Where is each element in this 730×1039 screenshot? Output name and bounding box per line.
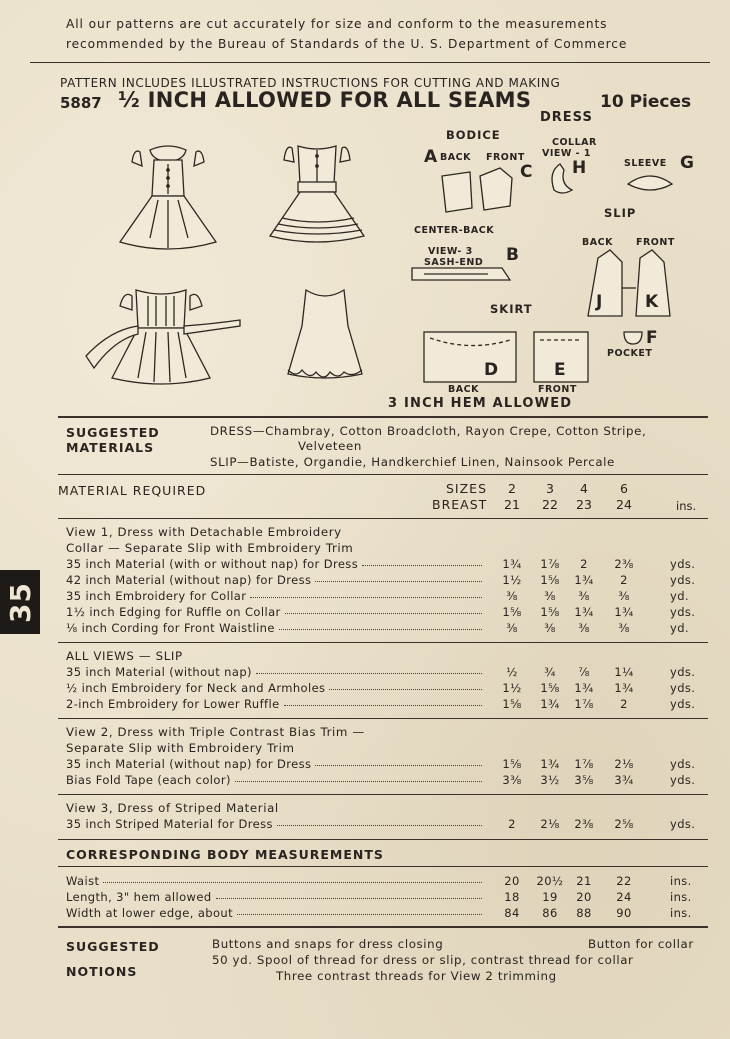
row-description: Length, 3" hem allowed — [66, 890, 212, 904]
row-leader-dots — [362, 565, 482, 566]
row-value: 2⅛ — [540, 817, 560, 831]
row-value: 2 — [620, 573, 628, 587]
pattern-number: 5887 — [60, 94, 102, 112]
row-value: 2⅛ — [614, 757, 634, 771]
row-leader-dots — [284, 705, 482, 706]
piece-letter-e: E — [554, 360, 566, 380]
row-description: 35 inch Embroidery for Collar — [66, 589, 247, 603]
material-row — [66, 589, 706, 605]
slip-fabrics: SLIP—Batiste, Organdie, Handkerchief Linen, Nainsook Percale — [210, 455, 615, 469]
material-row — [66, 573, 706, 589]
row-unit: yds. — [670, 681, 696, 695]
row-value: 88 — [576, 906, 592, 920]
row-description: 35 inch Material (without nap) for Dress — [66, 757, 312, 771]
collar-label: COLLAR — [552, 137, 597, 148]
row-description: ½ inch Embroidery for Neck and Armholes — [66, 681, 326, 695]
material-row — [66, 605, 706, 621]
size-header: 6 — [620, 481, 628, 496]
row-unit: yds. — [670, 757, 696, 771]
breast-label: BREAST — [432, 497, 488, 512]
row-value: 1¼ — [614, 665, 634, 679]
row-value: 1¾ — [574, 605, 594, 619]
row-leader-dots — [279, 629, 482, 630]
row-unit: yds. — [670, 557, 696, 571]
material-row — [66, 773, 706, 789]
row-value: 1⅝ — [502, 757, 522, 771]
row-value: 1⅝ — [540, 573, 560, 587]
row-value: 18 — [504, 890, 520, 904]
row-description: Bias Fold Tape (each color) — [66, 773, 231, 787]
row-value: 24 — [616, 890, 632, 904]
row-value: 2⅜ — [574, 817, 594, 831]
section-divider — [58, 718, 708, 719]
hem-allowance: 3 INCH HEM ALLOWED — [388, 396, 573, 411]
section-title: View 3, Dress of Striped Material — [66, 801, 279, 815]
piece-letter-c: C — [520, 162, 533, 182]
row-value: 3½ — [540, 773, 560, 787]
row-value: ⅜ — [506, 621, 518, 635]
piece-letter-k: K — [645, 292, 659, 312]
row-unit: yds. — [670, 573, 696, 587]
row-value: 20 — [504, 874, 520, 888]
row-unit: yds. — [670, 773, 696, 787]
row-value: 2⅜ — [614, 557, 634, 571]
collar-view-label: VIEW - 1 — [542, 148, 592, 159]
row-unit: yds. — [670, 665, 696, 679]
sash-view-label: VIEW- 3 — [428, 246, 473, 257]
seam-allowance: ½ INCH ALLOWED FOR ALL SEAMS — [118, 88, 532, 112]
row-value: 21 — [576, 874, 592, 888]
page-number-tab — [0, 570, 40, 634]
row-value: 22 — [616, 874, 632, 888]
breast-header: 22 — [542, 497, 558, 512]
row-value: 90 — [616, 906, 632, 920]
row-unit: ins. — [670, 890, 692, 904]
notions-closing: Buttons and snaps for dress closing — [212, 937, 444, 951]
material-row — [66, 757, 706, 773]
row-value: ⅜ — [544, 589, 556, 603]
body-measurement-row — [66, 890, 706, 906]
row-value: 2 — [508, 817, 516, 831]
row-leader-dots — [256, 673, 482, 674]
skirt-front-label: FRONT — [538, 384, 577, 395]
piece-letter-b: B — [506, 245, 519, 265]
row-value: 1⅞ — [540, 557, 560, 571]
row-leader-dots — [237, 914, 482, 915]
row-value: 2 — [620, 697, 628, 711]
row-description: 35 inch Striped Material for Dress — [66, 817, 273, 831]
material-row — [66, 681, 706, 697]
section-divider — [58, 474, 708, 475]
notions-thread: 50 yd. Spool of thread for dress or slip, contrast thread for collar — [212, 953, 634, 967]
row-value: 1¾ — [614, 605, 634, 619]
piece-letter-g: G — [680, 153, 694, 173]
row-value: 3⅝ — [574, 773, 594, 787]
row-leader-dots — [315, 765, 482, 766]
row-value: 2⅝ — [614, 817, 634, 831]
skirt-label: SKIRT — [490, 302, 533, 316]
row-value: ⅜ — [578, 589, 590, 603]
section-divider — [58, 518, 708, 519]
row-value: 84 — [504, 906, 520, 920]
row-leader-dots — [285, 613, 482, 614]
piece-letter-h: H — [572, 158, 587, 178]
section-divider — [58, 416, 708, 418]
row-leader-dots — [216, 898, 482, 899]
center-back-label: CENTER-BACK — [414, 225, 495, 236]
slip-label: SLIP — [604, 206, 637, 220]
row-unit: yd. — [670, 621, 689, 635]
row-description: Width at lower edge, about — [66, 906, 234, 920]
row-value: 1¾ — [540, 697, 560, 711]
row-unit: ins. — [670, 906, 692, 920]
row-value: 20½ — [536, 874, 564, 888]
slip-front-label: FRONT — [636, 237, 675, 248]
unit-header: ins. — [676, 499, 697, 513]
material-required-heading: MATERIAL REQUIRED — [58, 483, 207, 498]
row-value: 3¾ — [614, 773, 634, 787]
piece-letter-a: A — [424, 147, 438, 167]
section-title: Collar — Separate Slip with Embroidery Trim — [66, 541, 354, 555]
row-value: 2 — [580, 557, 588, 571]
size-header: 2 — [508, 481, 516, 496]
row-value: 86 — [542, 906, 558, 920]
intro-line-1: All our patterns are cut accurately for size and conform to the measurements — [66, 17, 608, 31]
row-value: 1¾ — [614, 681, 634, 695]
material-row — [66, 817, 706, 833]
row-leader-dots — [277, 825, 482, 826]
piece-letter-f: F — [646, 328, 658, 348]
section-divider — [58, 866, 708, 867]
notions-contrast-threads: Three contrast threads for View 2 trimming — [276, 969, 557, 983]
section-divider — [58, 794, 708, 795]
section-divider — [58, 839, 708, 840]
suggested-notions-heading-1: SUGGESTED — [66, 939, 160, 954]
row-value: 1⅝ — [502, 605, 522, 619]
breast-header: 21 — [504, 497, 520, 512]
row-value: 1⅝ — [540, 605, 560, 619]
piece-letter-d: D — [484, 360, 499, 380]
instructions-note: PATTERN INCLUDES ILLUSTRATED INSTRUCTIONS FOR CUTTING AND MAKING — [60, 76, 561, 90]
material-row — [66, 621, 706, 637]
sizes-label: SIZES — [446, 481, 488, 496]
section-title: View 2, Dress with Triple Contrast Bias Trim — — [66, 725, 365, 739]
size-header: 4 — [580, 481, 588, 496]
row-leader-dots — [329, 689, 482, 690]
row-description: ⅛ inch Cording for Front Waistline — [66, 621, 275, 635]
row-leader-dots — [250, 597, 482, 598]
section-title: Separate Slip with Embroidery Trim — [66, 741, 295, 755]
row-value: 1⅞ — [574, 757, 594, 771]
row-value: ⅜ — [544, 621, 556, 635]
row-value: ⅞ — [578, 665, 590, 679]
sash-end-label: SASH-END — [424, 257, 484, 268]
suggested-notions-heading-2: NOTIONS — [66, 964, 138, 979]
row-description: 2-inch Embroidery for Lower Ruffle — [66, 697, 280, 711]
material-row — [66, 557, 706, 573]
skirt-back-label: BACK — [448, 384, 479, 395]
bodice-front-label: FRONT — [486, 152, 525, 163]
row-unit: yds. — [670, 817, 696, 831]
diagram-bodice-label: BODICE — [446, 128, 501, 142]
pattern-pieces-diagram — [0, 0, 730, 420]
breast-header: 24 — [616, 497, 632, 512]
row-value: 3⅜ — [502, 773, 522, 787]
row-value: 1⅝ — [540, 681, 560, 695]
body-measurement-row — [66, 906, 706, 922]
row-value: ½ — [506, 665, 518, 679]
piece-letter-j: J — [596, 292, 603, 312]
row-value: 1¾ — [574, 681, 594, 695]
row-leader-dots — [235, 781, 482, 782]
row-value: 1¾ — [574, 573, 594, 587]
section-title: ALL VIEWS — SLIP — [66, 649, 183, 663]
row-description: 35 inch Material (with or without nap) for Dress — [66, 557, 359, 571]
row-value: ⅜ — [618, 589, 630, 603]
sleeve-label: SLEEVE — [624, 158, 667, 169]
section-title: View 1, Dress with Detachable Embroidery — [66, 525, 342, 539]
row-value: ⅜ — [618, 621, 630, 635]
bodice-back-label: BACK — [440, 152, 471, 163]
suggested-materials-heading-1: SUGGESTED — [66, 425, 160, 440]
row-unit: yds. — [670, 605, 696, 619]
piece-count: 10 Pieces — [600, 92, 692, 112]
dress-fabrics: DRESS—Chambray, Cotton Broadcloth, Rayon Crepe, Cotton Stripe, — [210, 424, 647, 438]
row-value: 1½ — [502, 573, 522, 587]
material-row — [66, 697, 706, 713]
size-header: 3 — [546, 481, 554, 496]
row-value: ¾ — [544, 665, 556, 679]
suggested-materials-heading-2: MATERIALS — [66, 440, 155, 455]
row-value: 20 — [576, 890, 592, 904]
diagram-dress-label: DRESS — [540, 110, 593, 125]
section-divider — [58, 926, 708, 928]
row-leader-dots — [315, 581, 482, 582]
row-description: 1½ inch Edging for Ruffle on Collar — [66, 605, 281, 619]
row-value: 1¾ — [502, 557, 522, 571]
breast-header: 23 — [576, 497, 592, 512]
slip-back-label: BACK — [582, 237, 613, 248]
row-value: 1¾ — [540, 757, 560, 771]
row-value: 19 — [542, 890, 558, 904]
row-value: ⅜ — [506, 589, 518, 603]
row-leader-dots — [103, 882, 482, 883]
body-measurements-heading: CORRESPONDING BODY MEASUREMENTS — [66, 847, 384, 862]
row-value: ⅜ — [578, 621, 590, 635]
row-value: 1½ — [502, 681, 522, 695]
row-value: 1⅞ — [574, 697, 594, 711]
notions-collar-button: Button for collar — [588, 937, 694, 951]
pocket-label: POCKET — [607, 348, 653, 359]
row-unit: yd. — [670, 589, 689, 603]
intro-line-2: recommended by the Bureau of Standards of the U. S. Department of Commerce — [66, 37, 628, 51]
row-description: Waist — [66, 874, 100, 888]
page-number: 35 — [3, 581, 37, 623]
row-description: 42 inch Material (without nap) for Dress — [66, 573, 312, 587]
row-description: 35 inch Material (without nap) — [66, 665, 252, 679]
material-row — [66, 665, 706, 681]
section-divider — [58, 642, 708, 643]
row-value: 1⅝ — [502, 697, 522, 711]
row-unit: yds. — [670, 697, 696, 711]
body-measurement-row — [66, 874, 706, 890]
dress-fabrics-cont: Velveteen — [298, 439, 362, 453]
row-unit: ins. — [670, 874, 692, 888]
